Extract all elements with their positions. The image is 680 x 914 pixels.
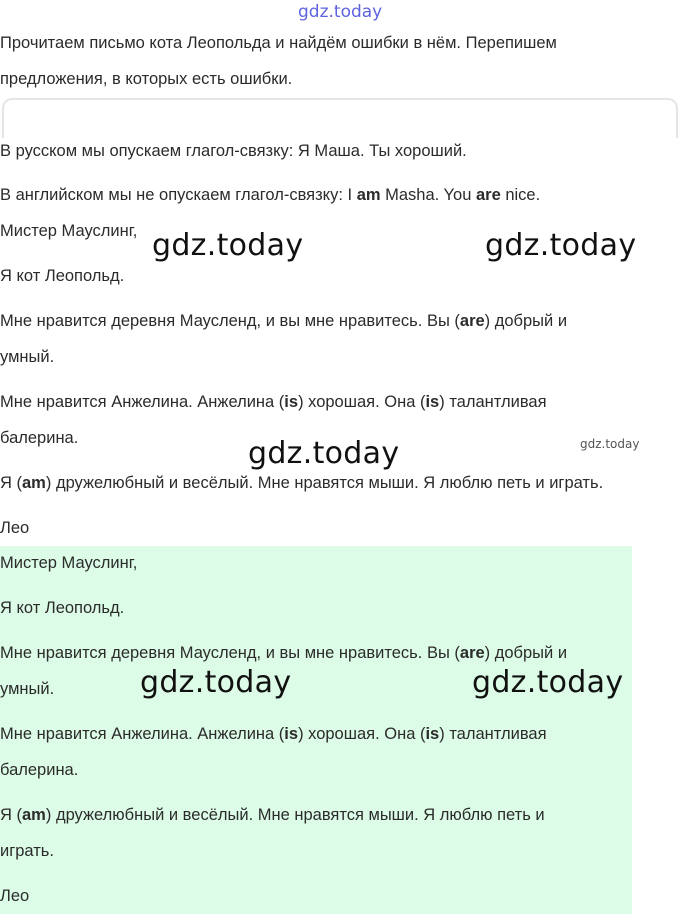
rule-english: В английском мы не опускаем глагол-связку: I am Masha. You are nice.	[0, 186, 541, 204]
task-line-1: Прочитаем письмо кота Леопольда и найдём ошибки в нём. Перепишем	[0, 34, 557, 52]
letter-intro: Я кот Леопольд.	[0, 267, 125, 285]
watermark-small: gdz.today	[580, 437, 640, 451]
answer-paragraph-3-cont: играть.	[0, 842, 54, 860]
answer-greeting: Мистер Мауслинг,	[0, 554, 138, 572]
letter-greeting: Мистер Мауслинг,	[0, 222, 138, 240]
letter-paragraph-3: Я (am) дружелюбный и весёлый. Мне нравятся мыши. Я люблю петь и играть.	[0, 474, 604, 492]
letter-signature: Лео	[0, 519, 30, 537]
letter-paragraph-2: Мне нравится Анжелина. Анжелина (is) хорошая. Она (is) талантливая	[0, 393, 547, 411]
answer-paragraph-1: Мне нравится деревня Маусленд, и вы мне нравитесь. Вы (are) добрый и	[0, 644, 568, 662]
answer-paragraph-2-cont: балерина.	[0, 761, 79, 779]
letter-paragraph-1: Мне нравится деревня Маусленд, и вы мне нравитесь. Вы (are) добрый и	[0, 312, 568, 330]
rule-russian: В русском мы опускаем глагол-связку: Я Маша. Ты хороший.	[0, 142, 467, 160]
watermark-3: gdz.today	[248, 436, 400, 471]
answer-signature: Лео	[0, 887, 30, 905]
header-watermark: gdz.today	[298, 2, 383, 22]
watermark-2: gdz.today	[485, 228, 637, 263]
watermark-5: gdz.today	[472, 665, 624, 700]
letter-paragraph-2-cont: балерина.	[0, 429, 79, 447]
answer-paragraph-1-cont: умный.	[0, 680, 55, 698]
task-line-2: предложения, в которых есть ошибки.	[0, 70, 293, 88]
card-border	[2, 98, 678, 138]
watermark-4: gdz.today	[140, 665, 292, 700]
answer-paragraph-2: Мне нравится Анжелина. Анжелина (is) хорошая. Она (is) талантливая	[0, 725, 547, 743]
answer-paragraph-3: Я (am) дружелюбный и весёлый. Мне нравятся мыши. Я люблю петь и	[0, 806, 545, 824]
letter-paragraph-1-cont: умный.	[0, 348, 55, 366]
watermark-1: gdz.today	[152, 228, 304, 263]
answer-intro: Я кот Леопольд.	[0, 599, 125, 617]
